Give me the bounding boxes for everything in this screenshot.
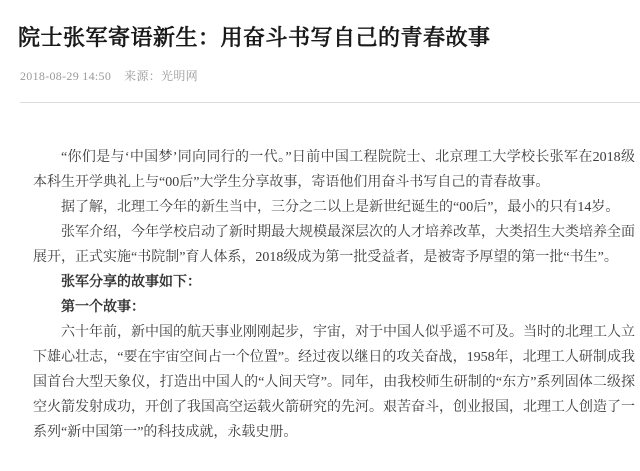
article-meta — [20, 67, 640, 84]
article-body — [33, 145, 635, 445]
article-paragraph: 六十年前，新中国的航天事业刚刚起步，宇宙，对于中国人似乎遥不可及。当时的北理工人立下雄心壮志，“要在宇宙空间占一个位置”。经过夜以继日的攻关奋战，1958年，北理工人研制成我国首台大型天象仪，打造出中国人的“人间天穹”。同年，由我校师生研制的“东方”系列固体二级探空火箭发射成功，开创了我国高空运载火箭研究的先河。艰苦奋斗，创业报国，北理工人创造了一系列“新中国第一”的科技成就，永载史册。 — [33, 324, 635, 440]
article-paragraph: 张军介绍，今年学校启动了新时期最大规模最深层次的人才培养改革，大类招生大类培养全面展开，正式实施“书院制”育人体系，2018级成为第一批受益者，是被寄予厚望的第一批“书生”。 — [33, 224, 635, 265]
header-divider — [20, 102, 640, 103]
publish-datetime: 2018-08-29 14:50 — [20, 68, 112, 83]
article-paragraph: 张军分享的故事如下： — [61, 274, 201, 290]
article-paragraph: 第一个故事： — [61, 299, 145, 315]
article-source: 来源：光明网 — [124, 68, 198, 83]
article-paragraph: 据了解，北理工今年的新生当中，三分之二以上是新世纪诞生的“00后”，最小的只有14岁。 — [61, 199, 620, 215]
page-title: 院士张军寄语新生：用奋斗书写自己的青春故事 — [18, 25, 491, 50]
article-paragraph: “你们是与‘中国梦’同向同行的一代。”日前中国工程院院士、北京理工大学校长张军在2018级本科生开学典礼上与“00后”大学生分享故事，寄语他们用奋斗书写自己的青春故事。 — [33, 149, 635, 190]
